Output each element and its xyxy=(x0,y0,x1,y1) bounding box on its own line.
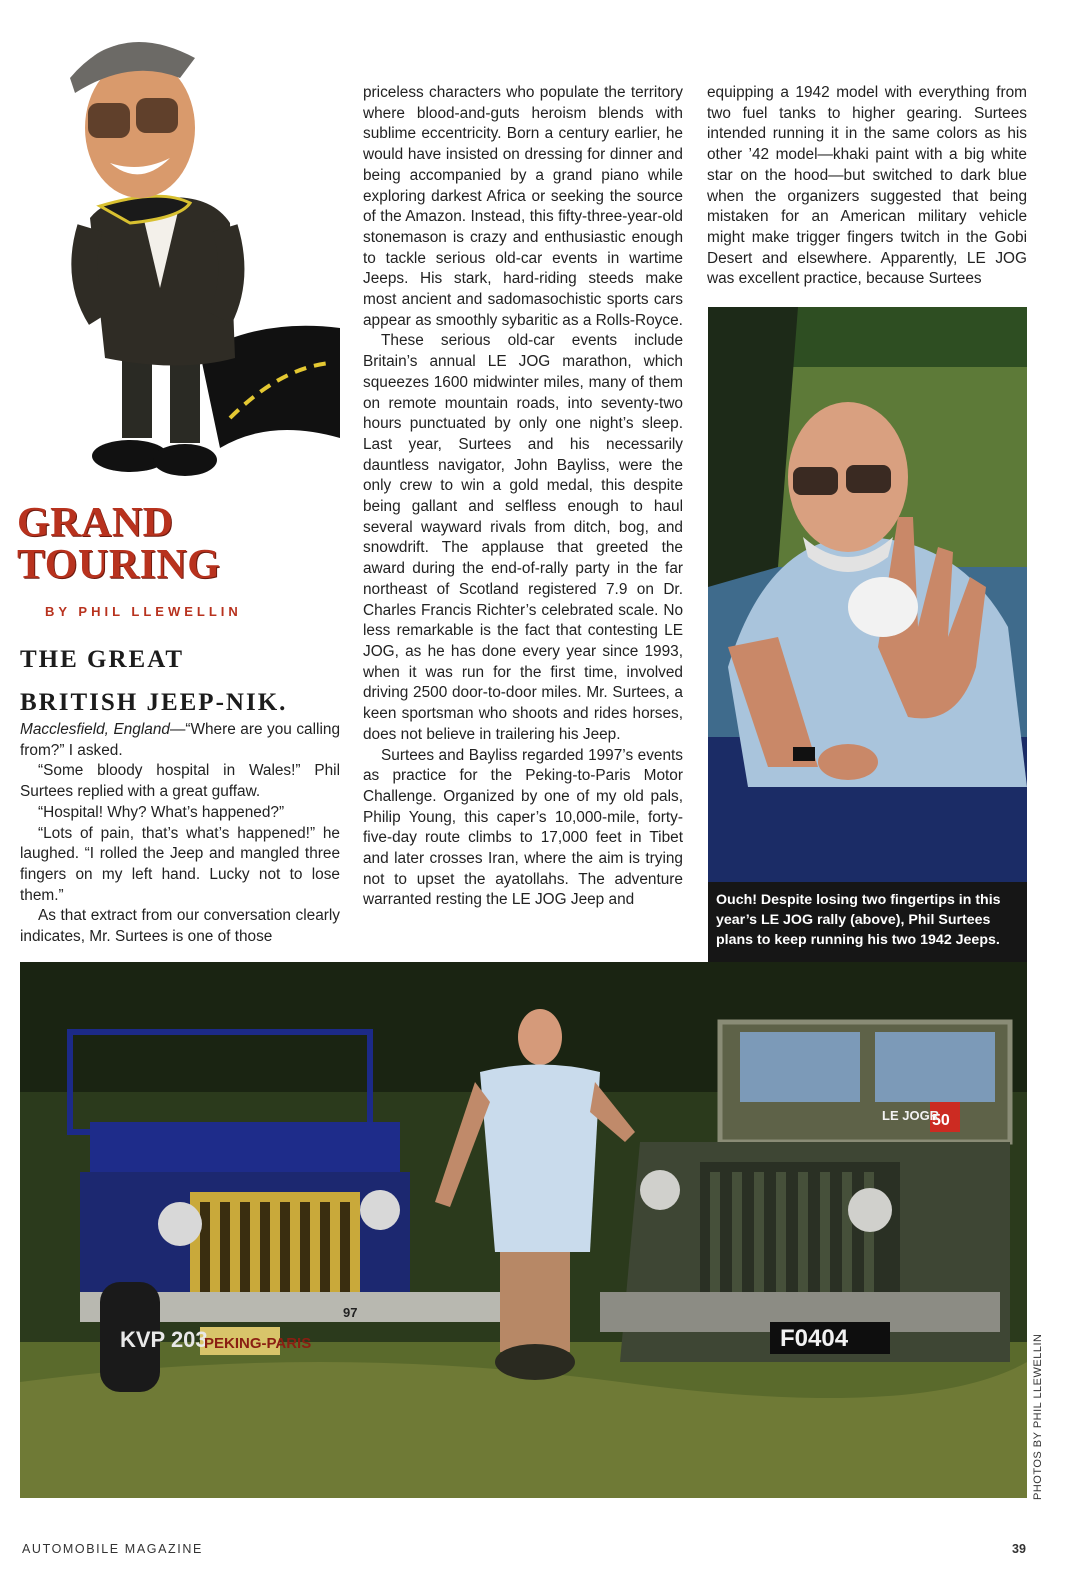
photo-caption: Ouch! Despite losing two fingertips in this year’s LE JOG rally (above), Phil Surtees plans to keep running his two 1942 Jeeps. xyxy=(708,882,1027,962)
deck xyxy=(20,638,350,724)
photo-two-jeeps xyxy=(20,962,1027,1498)
paragraph-text: —“Where are you calling from?” I asked. xyxy=(20,721,340,759)
rally-number-blue: 97 xyxy=(343,1305,358,1320)
photo-credit: PHOTOS BY PHIL LLEWELLIN xyxy=(1032,1333,1044,1500)
plate-blue-jeep: KVP 203 xyxy=(120,1327,208,1352)
headline-line-2: TOURING xyxy=(17,542,221,588)
paragraph: Surtees and Bayliss regarded 1997’s events as practice for the Peking-to-Paris Motor Challenge. Organized by one of my old pals, Philip Young, this caper’s 10,000-mile, forty-five-day route climbs to 17,000 feet in Tibet and later crosses Iran, where the aim is trying not to upset the ayatollahs. The adventure warranted resting the LE JOG Jeep and xyxy=(363,746,683,909)
rally-number-green: 50 xyxy=(932,1112,950,1129)
paragraph: “Some bloody hospital in Wales!” Phil Surtees replied with a great guffaw. xyxy=(20,762,340,801)
badge-peking-paris: PEKING-PARIS xyxy=(204,1335,312,1352)
paragraph: “Hospital! Why? What’s happened?” xyxy=(38,803,285,821)
deck-line-1: THE GREAT xyxy=(20,646,185,673)
byline: BY PHIL LLEWELLIN xyxy=(45,604,242,619)
paragraph: As that extract from our conversation clearly indicates, Mr. Surtees is one of those xyxy=(20,907,340,946)
caricature-illustration xyxy=(30,18,350,488)
dateline: Macclesfield, England xyxy=(20,721,170,738)
sticker-le-jog: LE JOGR xyxy=(882,1108,940,1123)
paragraph: priceless characters who populate the territory where blood-and-guts heroism blends with sublime eccentricity. Born a century earlier, he would have insisted on dressing for dinner and being accompanied by a grand piano while exploring darkest Africa or seeking the source of the Amazon. Instead, this fifty-three-year-old stonemason is crazy and enthusiastic enough to tackle serious old-car events in wartime Jeeps. His stark, hard-riding steeds make most ancient and sadomasochistic sports cars appear as smoothly sybaritic as a Rolls-Royce. xyxy=(363,84,683,329)
deck-line-2: BRITISH JEEP-NIK. xyxy=(20,689,288,716)
plate-green-jeep: F0404 xyxy=(780,1325,849,1352)
headline xyxy=(17,502,220,586)
paragraph: These serious old-car events include Britain’s annual LE JOG marathon, which squeezes 1600 midwinter miles, many of them on remote mountain roads, into seventy-two hours punctuated by only one night’s sleep. Last year, Surtees and his necessarily dauntless navigator, John Bayliss, were the only crew to win a gold medal, this despite being gallant and selfless enough to haul several wayward rivals from ditch, bog, and snowdrift. The applause that greeted the award during the end-of-rally party in the far northeast of Scotland registered 7.9 on Dr. Charles Francis Richter’s celebrated scale. No less remarkable is the fact that contesting LE JOG, as he has done every year since 1993, when it was run for the first time, involved driving 2500 door-to-door miles. Mr. Surtees, a keen sportsman who shoots and rides horses, does not believe in trailering his Jeep. xyxy=(363,332,683,743)
paragraph xyxy=(20,720,340,761)
body-column-2 xyxy=(363,83,683,911)
footer-page-number: 39 xyxy=(1012,1542,1026,1556)
photo-surtees-bandaged-hand xyxy=(708,307,1027,882)
paragraph: “Lots of pain, that’s what’s happened!” he laughed. “I rolled the Jeep and mangled three fingers on my left hand. Lucky not to lose them.” xyxy=(20,824,340,904)
body-column-3 xyxy=(707,83,1027,290)
body-column-1 xyxy=(20,720,340,948)
paragraph: equipping a 1942 model with everything from two fuel tanks to higher gearing. Surtees intended running it in the same colors as his other ’42 model—khaki paint with a big white star on the hood—but switched to dark blue when the organizers suggested that being mistaken for an American military vehicle might make trigger fingers twitch in the Gobi Desert and elsewhere. Apparently, LE JOG was excellent practice, because Surtees xyxy=(707,84,1027,288)
footer-magazine-name: AUTOMOBILE MAGAZINE xyxy=(22,1542,203,1556)
headline-line-1: GRAND xyxy=(17,500,174,546)
